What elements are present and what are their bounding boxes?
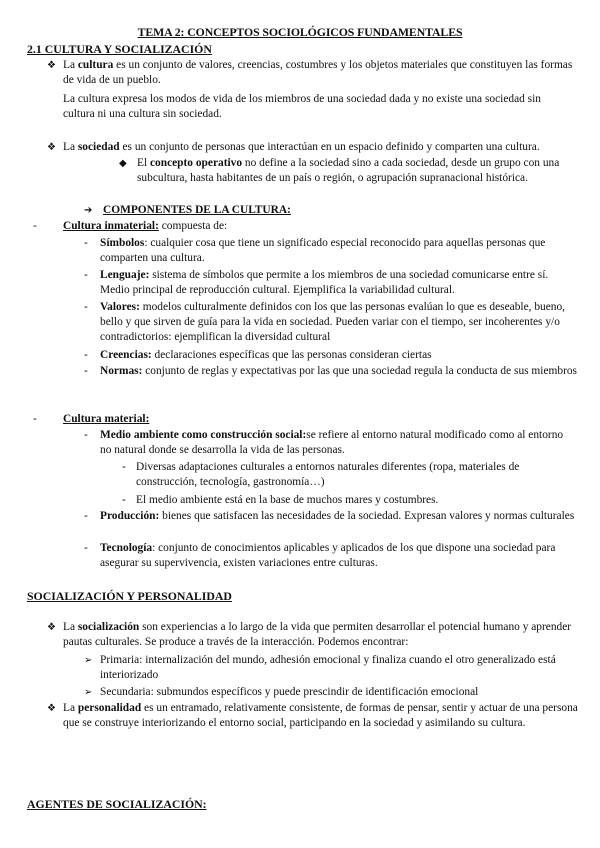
paragraph-personalidad: La personalidad es un entramado, relativamente consistente, de formas de pensar, sentir y actuar de una persona que se construye interiorizando el entorno social, participando en la sociedad y asimilando su cultura. [63,702,578,730]
arrowhead-bullet-icon: ➢ [84,655,93,666]
arrowhead-bullet-icon: ➢ [84,687,93,698]
term-personalidad: personalidad [77,702,142,714]
dash-bullet-icon: - [84,510,88,522]
dash-bullet-icon: - [84,429,88,441]
dash-bullet-icon: - [122,461,126,473]
dash-bullet-icon: - [33,220,37,232]
diamond-bullet-icon: ❖ [47,142,56,153]
dash-bullet-icon: - [84,269,88,281]
list-item-secundaria: Secundaria: submundos específicos y puede prescindir de identificación emocional [100,686,479,698]
cultura-inmaterial-label: Cultura inmaterial: compuesta de: [63,220,228,232]
paragraph-sociedad: La sociedad es un conjunto de personas que interactúan en un espacio definido y comparten una cultura. [63,141,540,153]
list-item-lenguaje: Lenguaje: sistema de símbolos que permite a los miembros de una sociedad comunicarse entre sí. Medio principal de reproducción cultural. Ejemplifica la variabilidad cultural. [100,269,549,297]
list-item-simbolos: Símbolos: cualquier cosa que tiene un significado especial reconocido para aquellas personas que comparten una cultura. [100,237,546,265]
dash-bullet-icon: - [84,365,88,377]
dash-bullet-icon: - [84,349,88,361]
list-item-valores: Valores: modelos culturalmente definidos con los que las personas evalúan lo que es deseable, bueno, bello y que sirven de guía para la vida en sociedad. Pueden variar con el tiempo, ser incoherentes y/o contradictorios: ejemplifican la diversidad cultural [100,301,566,344]
list-item-creencias: Creencias: declaraciones específicas que las personas consideran ciertas [100,349,432,361]
paragraph-cultura: La cultura es un conjunto de valores, creencias, costumbres y los objetos materiales que constituyen las formas de vida de un pueblo. [63,59,573,87]
componentes-heading: COMPONENTES DE LA CULTURA: [103,204,291,216]
arrow-right-icon: ➔ [84,205,93,216]
dash-bullet-icon: - [84,542,88,554]
diamond-bullet-icon: ❖ [47,60,56,71]
diamond-bullet-icon: ❖ [47,703,56,714]
term-socializacion: socialización [77,621,140,633]
solid-diamond-bullet-icon: ◆ [119,158,127,169]
paragraph-concepto-operativo: El concepto operativo no define a la sociedad sino a cada sociedad, desde un grupo con una subcultura, hasta habitantes de un país o región, o agrupación supranacional histórica. [137,157,560,185]
diamond-bullet-icon: ❖ [47,622,56,633]
dash-bullet-icon: - [33,413,37,425]
dash-bullet-icon: - [84,301,88,313]
document-title: TEMA 2: CONCEPTOS SOCIOLÓGICOS FUNDAMENTALES [137,25,463,39]
list-item-produccion: Producción: bienes que satisfacen las necesidades de la sociedad. Expresan valores y normas culturales [100,510,575,522]
term-cultura: cultura [77,59,114,71]
cultura-material-label: Cultura material: [63,413,150,425]
list-item-medio-ambiente: Medio ambiente como construcción social:se refiere al entorno natural modificado como al entorno no natural donde se desarrolla la vida de las personas. [100,429,564,457]
sublist-item-adaptaciones: Diversas adaptaciones culturales a entornos naturales diferentes (ropa, materiales de construcción, tecnología, gastronomía…) [136,461,520,489]
term-sociedad: sociedad [77,141,120,153]
section-heading-cultura-socializacion: 2.1 CULTURA Y SOCIALIZACIÓN [27,42,212,56]
paragraph-socializacion: La socialización son experiencias a lo largo de la vida que permiten desarrollar el potencial humano y aprender pautas culturales. Se produce a través de la interacción. Podemos encontrar: [63,621,572,649]
list-item-primaria: Primaria: internalización del mundo, adhesión emocional y finaliza cuando el otro generalizado está interiorizado [100,654,556,682]
section-heading-agentes-socializacion: AGENTES DE SOCIALIZACIÓN: [27,797,207,811]
sublist-item-medio-ambiente-base: El medio ambiente está en la base de muchos mares y costumbres. [136,494,439,506]
term-concepto-operativo: concepto operativo [149,157,243,169]
section-heading-socializacion-personalidad: SOCIALIZACIÓN Y PERSONALIDAD [27,589,232,603]
paragraph-cultura-line2: La cultura expresa los modos de vida de los miembros de una sociedad dada y no existe una sociedad sin cultura ni una cultura sin sociedad. [63,93,541,121]
list-item-normas: Normas: conjunto de reglas y expectativas por las que una sociedad regula la conducta de sus miembros [100,365,577,377]
dash-bullet-icon: - [84,237,88,249]
dash-bullet-icon: - [122,494,126,506]
list-item-tecnologia: Tecnología: conjunto de conocimientos aplicables y aplicados de los que dispone una sociedad para asegurar su supervivencia, existen variaciones entre culturas. [100,542,556,570]
